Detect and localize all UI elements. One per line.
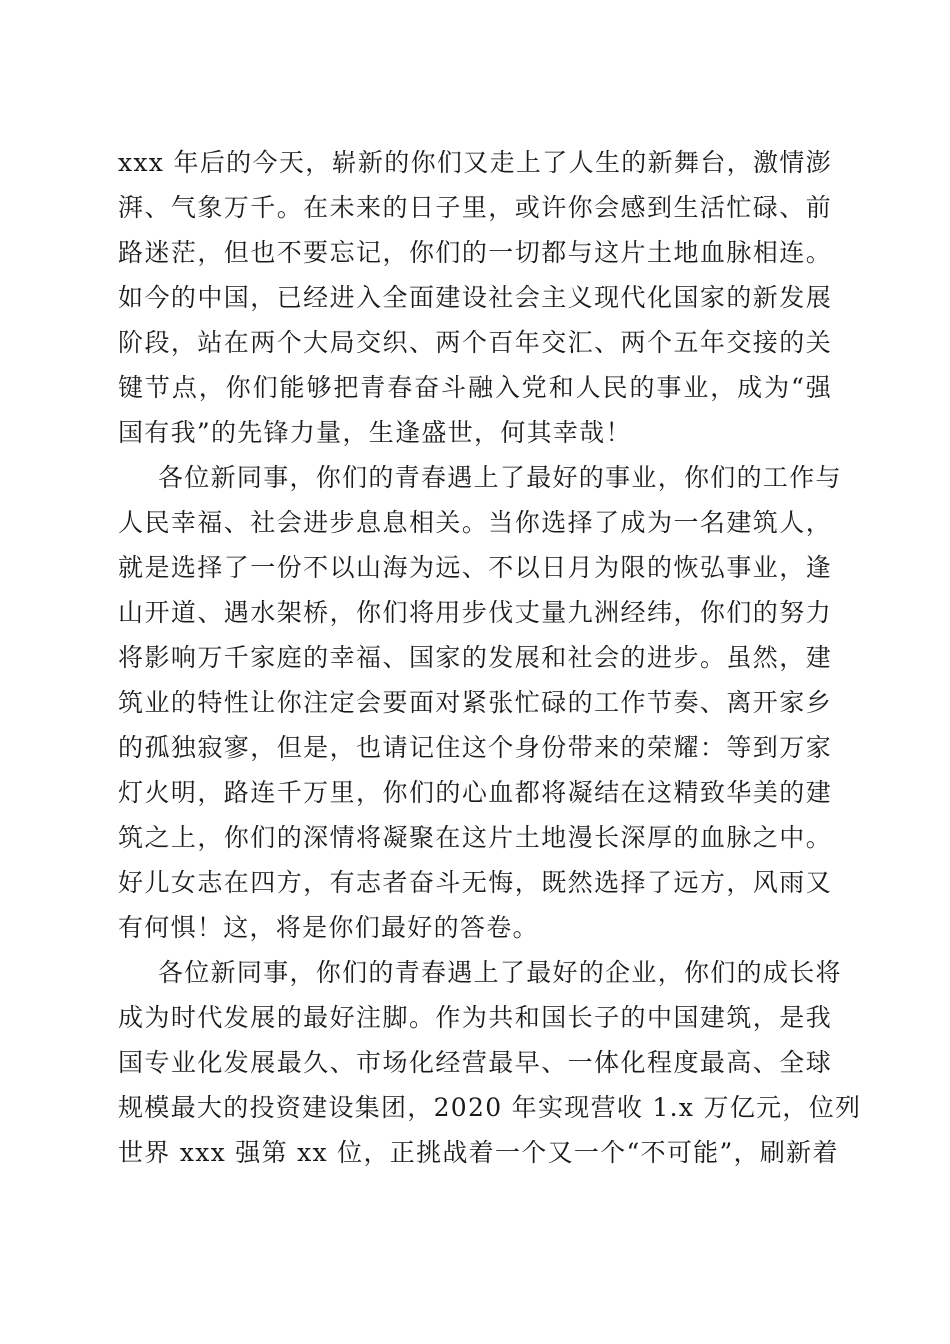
text-line: 就是选择了一份不以山海为远、不以日月为限的恢弘事业，逢 bbox=[118, 553, 832, 582]
text-line: 湃、气象万千。在未来的日子里，或许你会感到生活忙碌、前 bbox=[118, 193, 832, 222]
text-line: 各位新同事，你们的青春遇上了最好的事业，你们的工作与 bbox=[158, 463, 842, 492]
text-line: 国有我”的先锋力量，生逢盛世，何其幸哉！ bbox=[118, 418, 632, 447]
paragraph-3 bbox=[118, 950, 862, 1175]
text-line: 筑业的特性让你注定会要面对紧张忙碌的工作节奏、离开家乡 bbox=[118, 688, 832, 717]
paragraph-1 bbox=[118, 140, 832, 455]
text-line: 规模最大的投资建设集团，2020 年实现营收 1.x 万亿元，位列 bbox=[118, 1093, 862, 1122]
text-line: 筑之上，你们的深情将凝聚在这片土地漫长深厚的血脉之中。 bbox=[118, 823, 832, 852]
text-line: 的孤独寂寥，但是，也请记住这个身份带来的荣耀：等到万家 bbox=[118, 733, 832, 762]
text-line: 各位新同事，你们的青春遇上了最好的企业，你们的成长将 bbox=[158, 958, 842, 987]
text-line: xxx 年后的今天，崭新的你们又走上了人生的新舞台，激情澎 bbox=[118, 148, 832, 177]
text-line: 国专业化发展最久、市场化经营最早、一体化程度最高、全球 bbox=[118, 1048, 832, 1077]
text-line: 人民幸福、社会进步息息相关。当你选择了成为一名建筑人， bbox=[118, 508, 832, 537]
text-line: 键节点，你们能够把青春奋斗融入党和人民的事业，成为“强 bbox=[118, 373, 832, 402]
text-line: 灯火明，路连千万里，你们的心血都将凝结在这精致华美的建 bbox=[118, 778, 832, 807]
text-line: 山开道、遇水架桥，你们将用步伐丈量九洲经纬，你们的努力 bbox=[118, 598, 832, 627]
text-line: 阶段，站在两个大局交织、两个百年交汇、两个五年交接的关 bbox=[118, 328, 832, 357]
text-line: 好儿女志在四方，有志者奋斗无悔，既然选择了远方，风雨又 bbox=[118, 868, 832, 897]
text-line: 世界 xxx 强第 xx 位，正挑战着一个又一个“不可能”，刷新着 bbox=[118, 1138, 839, 1167]
text-line: 如今的中国，已经进入全面建设社会主义现代化国家的新发展 bbox=[118, 283, 832, 312]
text-line: 成为时代发展的最好注脚。作为共和国长子的中国建筑，是我 bbox=[118, 1003, 832, 1032]
text-line: 将影响万千家庭的幸福、国家的发展和社会的进步。虽然，建 bbox=[118, 643, 832, 672]
body-text bbox=[118, 140, 862, 1175]
text-line: 有何惧！这，将是你们最好的答卷。 bbox=[118, 913, 539, 942]
paragraph-2 bbox=[118, 455, 842, 950]
text-line: 路迷茫，但也不要忘记，你们的一切都与这片土地血脉相连。 bbox=[118, 238, 832, 267]
